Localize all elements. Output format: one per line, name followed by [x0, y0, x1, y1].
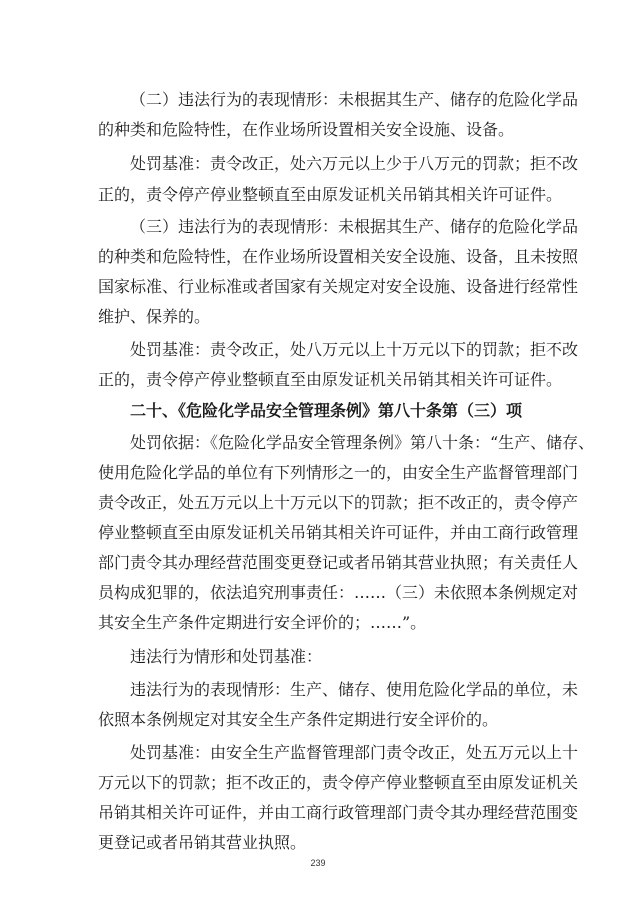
text-line: 违法行为情形和处罚基准： — [130, 647, 323, 666]
text-line: 停业整顿直至由原发证机关吊销其相关许可证件，并由工商行政管理 — [98, 523, 579, 542]
text-line: 更登记或者吊销其营业执照。 — [98, 833, 307, 852]
text-line: 违法行为的表现情形：生产、储存、使用危险化学品的单位，未 — [130, 680, 579, 699]
text-line: （二）违法行为的表现情形：未根据其生产、储存的危险化学品 — [130, 90, 579, 109]
text-line: 处罚基准：由安全生产监督管理部门责令改正，处五万元以上十 — [130, 743, 579, 762]
text-line: （三）违法行为的表现情形：未根据其生产、储存的危险化学品 — [130, 217, 579, 236]
text-line: 处罚依据：《危险化学品安全管理条例》第八十条：“生产、储存、 — [130, 433, 595, 452]
text-line: 正的，责令停产停业整顿直至由原发证机关吊销其相关许可证件。 — [98, 185, 563, 204]
text-line: 处罚基准：责令改正，处八万元以上十万元以下的罚款；拒不改 — [130, 340, 579, 359]
text-line: 使用危险化学品的单位有下列情形之一的，由安全生产监督管理部门 — [98, 463, 579, 482]
text-line: 部门责令其办理经营范围变更登记或者吊销其营业执照；有关责任人 — [98, 553, 579, 572]
page-number: 239 — [310, 858, 326, 868]
text-line: 员构成犯罪的，依法追究刑事责任：……（三）未依照本条例规定对 — [98, 583, 579, 602]
text-line: 的种类和危险特性，在作业场所设置相关安全设施、设备，且未按照 — [98, 247, 579, 266]
text-line: 的种类和危险特性，在作业场所设置相关安全设施、设备。 — [98, 120, 515, 139]
section-heading: 二十、《危险化学品安全管理条例》第八十条第（三）项 — [130, 401, 523, 420]
text-line: 其安全生产条件定期进行安全评价的；……”。 — [98, 613, 427, 632]
text-line: 维护、保养的。 — [98, 307, 211, 326]
text-line: 责令改正，处五万元以上十万元以下的罚款；拒不改正的，责令停产 — [98, 493, 579, 512]
text-line: 万元以下的罚款；拒不改正的，责令停产停业整顿直至由原发证机关 — [98, 773, 579, 792]
text-line: 处罚基准：责令改正，处六万元以上少于八万元的罚款；拒不改 — [130, 154, 579, 173]
text-line: 依照本条例规定对其安全生产条件定期进行安全评价的。 — [98, 710, 499, 729]
text-line: 国家标准、行业标准或者国家有关规定对安全设施、设备进行经常性 — [98, 277, 579, 296]
text-line: 吊销其相关许可证件，并由工商行政管理部门责令其办理经营范围变 — [98, 803, 579, 822]
text-line: 正的，责令停产停业整顿直至由原发证机关吊销其相关许可证件。 — [98, 370, 563, 389]
